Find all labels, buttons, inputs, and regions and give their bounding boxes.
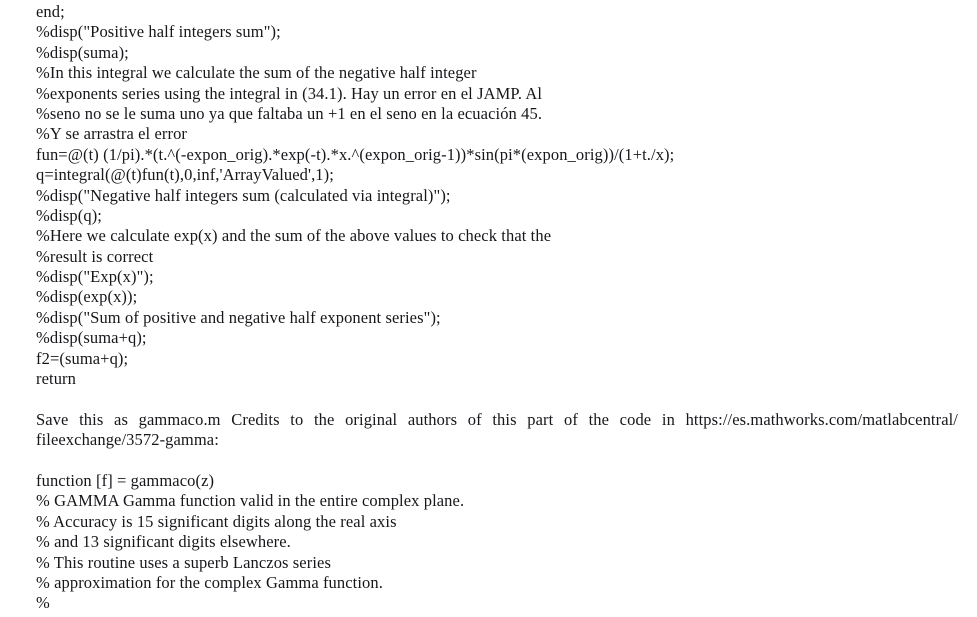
paragraph-line: Save this as gammaco.m Credits to the original authors of this part of the code in https://es.mathworks.com/matlabcentral/ <box>36 409 958 429</box>
comment-line: %disp(suma+q); <box>36 328 147 348</box>
comment-line: %disp(suma); <box>36 42 129 62</box>
comment-line: %disp("Positive half integers sum"); <box>36 22 281 42</box>
blank-line <box>36 451 958 471</box>
comment-line: % <box>36 593 50 613</box>
comment-line: % Accuracy is 15 significant digits along the real axis <box>36 511 397 531</box>
comment-line: %disp("Exp(x)"); <box>36 267 154 287</box>
comment-line: %In this integral we calculate the sum of the negative half integer <box>36 63 477 83</box>
paragraph-line: fileexchange/3572-gamma: <box>36 430 219 450</box>
comment-line: %seno no se le suma uno ya que faltaba un +1 en el seno en la ecuación 45. <box>36 103 543 123</box>
blank-line <box>36 389 958 409</box>
comment-line: % and 13 significant digits elsewhere. <box>36 532 291 552</box>
code-line: end; <box>36 2 65 21</box>
comment-line: % approximation for the complex Gamma function. <box>36 572 383 592</box>
comment-line: %Y se arrastra el error <box>36 124 188 144</box>
comment-line: %disp("Sum of positive and negative half exponent series"); <box>36 307 441 327</box>
code-line: q=integral(@(t)fun(t),0,inf,'ArrayValued',1); <box>36 165 334 185</box>
comment-line: % This routine uses a superb Lanczos series <box>36 552 331 572</box>
comment-line: %disp(q); <box>36 205 102 225</box>
code-line: fun=@(t) (1/pi).*(t.^(-expon_orig).*exp(-t).*x.^(expon_orig-1))*sin(pi*(expon_orig))/(1+t./x); <box>36 144 675 164</box>
code-line: function [f] = gammaco(z) <box>36 470 215 490</box>
comment-line: %exponents series using the integral in (34.1). Hay un error en el JAMP. Al <box>36 83 543 103</box>
comment-line: %disp("Negative half integers sum (calculated via integral)"); <box>36 185 451 205</box>
comment-line: %Here we calculate exp(x) and the sum of the above values to check that the <box>36 226 552 246</box>
comment-line: % GAMMA Gamma function valid in the entire complex plane. <box>36 491 465 511</box>
code-line: f2=(suma+q); <box>36 348 129 368</box>
code-line: return <box>36 369 76 389</box>
comment-line: %result is correct <box>36 246 154 266</box>
comment-line: %disp(exp(x)); <box>36 287 138 307</box>
